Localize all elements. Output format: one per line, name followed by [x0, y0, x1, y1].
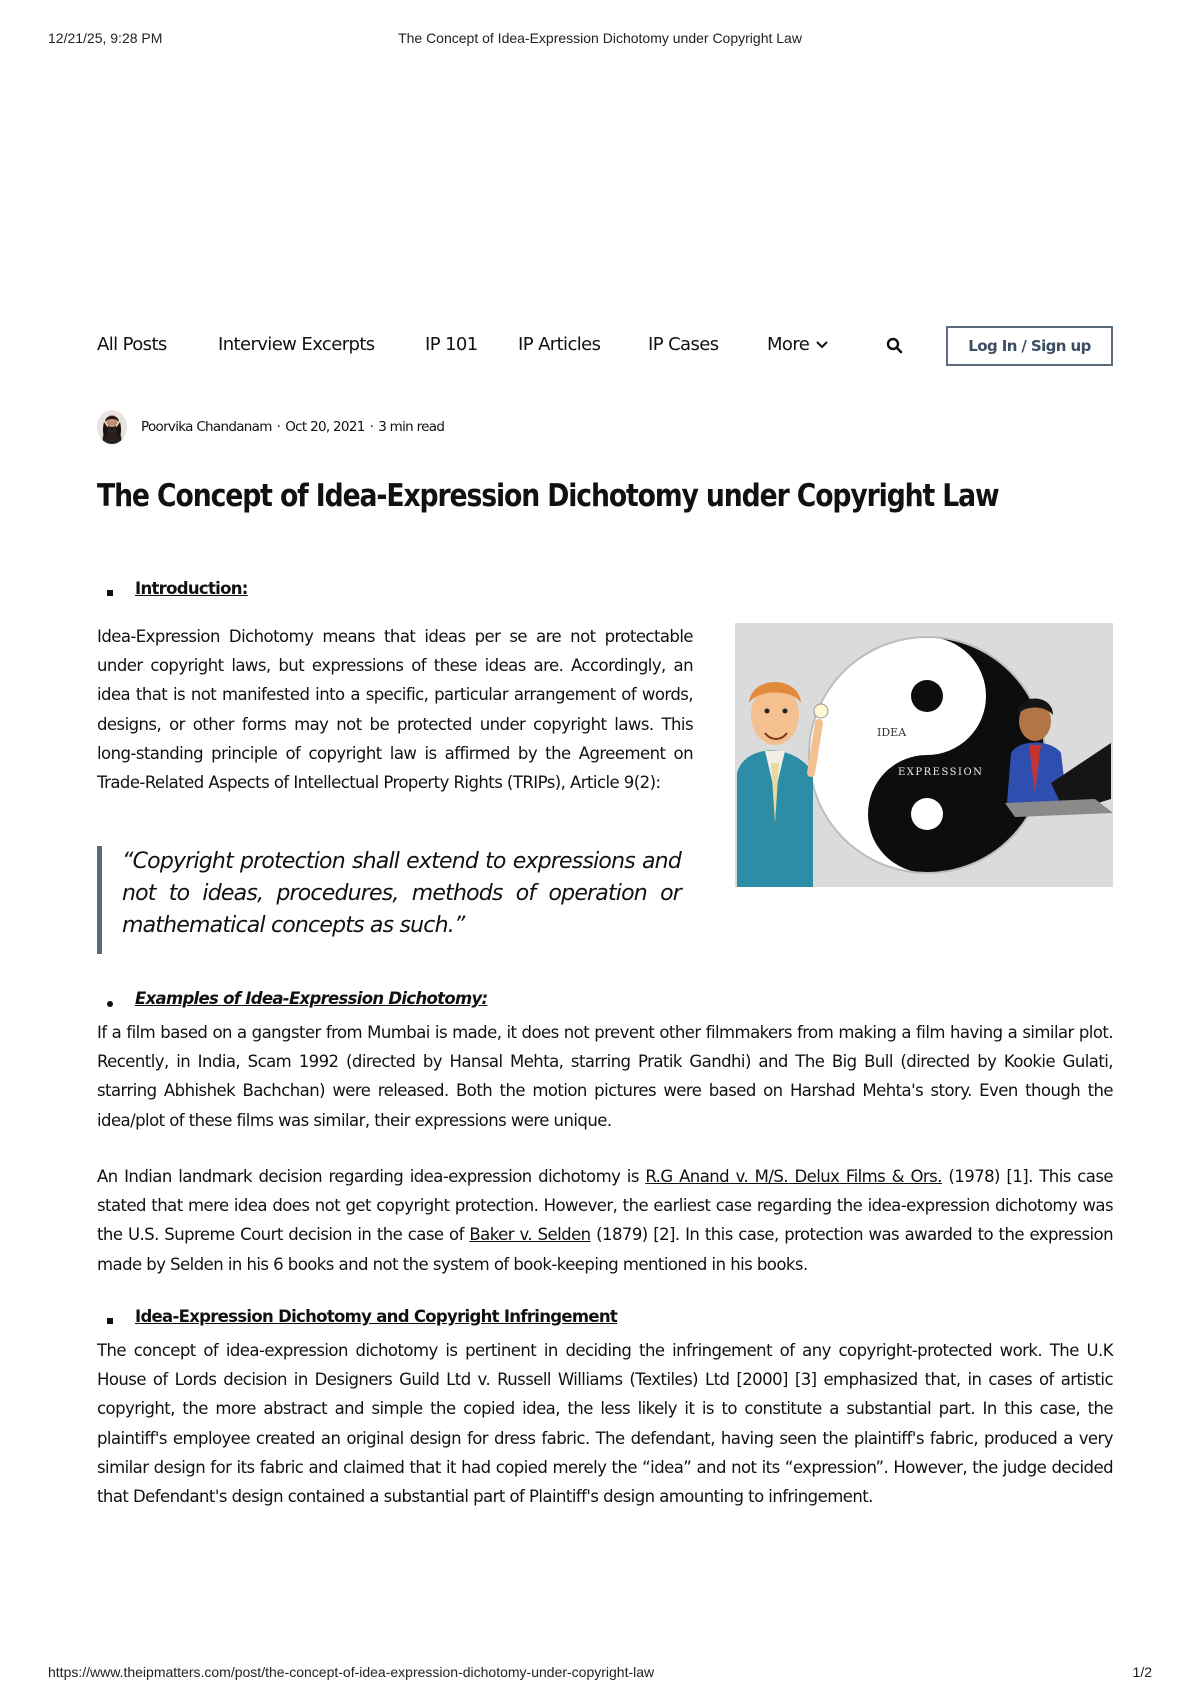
bullet-marker [107, 590, 113, 596]
avatar[interactable] [97, 410, 127, 444]
landmark-text-mid: (1978) [1]. This case stated that mere idea does not get copyright protection. However, the earliest case regarding the idea-expression dichotomy was the U.S. Supreme Court decision in the case of [97, 1167, 1113, 1245]
author-row [97, 410, 444, 444]
section-heading-examples: Examples of Idea-Expression Dichotomy: [135, 989, 488, 1008]
examples-paragraph: If a film based on a gangster from Mumbai is made, it does not prevent other filmmakers from making a film having a similar plot. Recently, in India, Scam 1992 (directed by Hansal Mehta, starring Pratik Gandhi) and The Big Bull (directed by Kookie Gulati, starring Abhishek Bachchan) were released. Both the motion pictures were based on Harshad Mehta's story. Even though the idea/plot of these films was similar, their expressions were unique. [97, 1023, 1113, 1130]
site-nav [97, 326, 1113, 366]
print-url: https://www.theipmatters.com/post/the-concept-of-idea-expression-dichotomy-under-copyright-law [48, 1664, 655, 1680]
meta-separator: · [369, 419, 374, 435]
search-icon [885, 336, 905, 356]
figure-label-idea: IDEA [877, 726, 907, 739]
search-button[interactable] [885, 336, 905, 356]
intro-paragraph: Idea-Expression Dichotomy means that ideas per se are not protectable under copyright laws, but expressions of these ideas are. Accordingly, an idea that is not manifested into a specific, particular arrangement of words, designs, or other forms may not be protected under copyright laws. This long-standing principle of copyright law is affirmed by the Agreement on Trade-Related Aspects of Intellectual Property Rights (TRIPs), Article 9(2): [97, 627, 693, 793]
nav-item-ip-articles[interactable]: IP Articles [518, 334, 601, 355]
login-signup-button[interactable]: Log In / Sign up [946, 326, 1113, 366]
print-title: The Concept of Idea-Expression Dichotomy under Copyright Law [398, 30, 802, 46]
case-link-baker-selden[interactable]: Baker v. Selden [469, 1225, 591, 1245]
nav-item-interview-excerpts[interactable]: Interview Excerpts [218, 334, 375, 355]
trips-quote: “Copyright protection shall extend to expressions and not to ideas, procedures, methods of operation or mathematical concepts as such.” [97, 846, 681, 954]
infringement-paragraph: The concept of idea-expression dichotomy is pertinent in deciding the infringement of any copyright-protected work. The U.K House of Lords decision in Designers Guild Ltd v. Russell Williams (Textiles) Ltd [2000] [3] emphasized that, in cases of artistic copyright, the more abstract and simple the copied idea, the less likely it is to constitute a substantial part. In this case, the plaintiff's employee created an original design for dress fabric. The defendant, having seen the plaintiff's fabric, produced a very similar design for its fabric and claimed that it had copied merely the “idea” and not its “expression”. However, the judge decided that Defendant's design contained a substantial part of Plaintiff's design amounting to infringement. [97, 1341, 1113, 1507]
author-name[interactable]: Poorvika Chandanam [141, 419, 272, 435]
page-title: The Concept of Idea-Expression Dichotomy under Copyright Law [97, 478, 999, 514]
chevron-down-icon [815, 340, 829, 350]
print-timestamp: 12/21/25, 9:28 PM [48, 30, 163, 46]
nav-item-all-posts[interactable]: All Posts [97, 334, 167, 355]
landmark-text-pre: An Indian landmark decision regarding idea-expression dichotomy is [97, 1167, 646, 1186]
bullet-marker [107, 1001, 113, 1007]
yin-yang-illustration [735, 623, 1113, 887]
nav-more-label: More [767, 334, 810, 355]
figure-label-expression: EXPRESSION [898, 767, 984, 778]
print-footer [48, 1664, 1152, 1684]
landmark-paragraph [97, 1162, 1113, 1279]
landmark-text-post: (1879) [2]. In this case, protection was awarded to the expression made by Selden in his 6 books and not the system of book-keeping mentioned in his books. [97, 1225, 1113, 1274]
nav-more-menu[interactable] [767, 334, 829, 355]
case-link-rg-anand[interactable]: R.G Anand v. M/S. Delux Films & Ors. [645, 1167, 942, 1186]
nav-item-ip-cases[interactable]: IP Cases [648, 334, 719, 355]
meta-separator: · [276, 419, 281, 435]
read-time: 3 min read [378, 419, 445, 435]
section-heading-introduction: Introduction: [135, 579, 248, 598]
post-date: Oct 20, 2021 [285, 419, 365, 435]
print-header [48, 30, 1152, 50]
bullet-marker [107, 1318, 113, 1324]
print-page-number: 1/2 [1132, 1664, 1152, 1680]
nav-item-ip-101[interactable]: IP 101 [425, 334, 478, 355]
section-heading-infringement: Idea-Expression Dichotomy and Copyright Infringement [135, 1307, 618, 1326]
